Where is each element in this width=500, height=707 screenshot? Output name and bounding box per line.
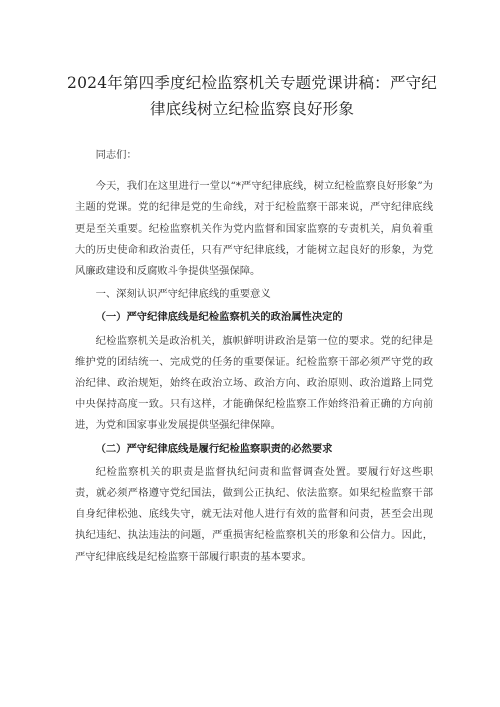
document-body	[75, 145, 433, 570]
subsection-1-paragraph: 纪检监察机关是政治机关，旗帜鲜明讲政治是第一位的要求。党的纪律是维护党的团结统一、完成党的任务的重要保证。纪检监察干部必须严守党的政治纪律、政治规矩，始终在政治立场、政治方向、政治原则、政治道路上同党中央保持高度一致。只有这样，才能确保纪检监察工作始终沿着正确的方向前进，为党和国家事业发展提供坚强纪律保障。	[75, 334, 433, 432]
document-title: 2024年第四季度纪检监察机关专题党课讲稿：严守纪律底线树立纪检监察良好形象	[67, 74, 437, 118]
subsection-2-paragraph: 纪检监察机关的职责是监督执纪问责和监督调查处置。要履行好这些职责，就必须严格遵守党纪国法，做到公正执纪、依法监察。如果纪检监察干部自身纪律松弛、底线失守，就无法对他人进行有效的监督和问责，甚至会出现执纪违纪、执法违法的问题，严重损害纪检监察机关的形象和公信力。因此，严守纪律底线是纪检监察干部履行职责的基本要求。	[75, 465, 433, 563]
subsection-heading-1: （一）严守纪律底线是纪检监察机关的政治属性决定的	[95, 311, 343, 324]
section-heading-1: 一、深刻认识严守纪律底线的重要意义	[95, 288, 271, 301]
salutation: 同志们：	[95, 149, 137, 161]
subsection-heading-2: （二）严守纪律底线是履行纪检监察职责的必然要求	[95, 442, 333, 455]
intro-paragraph: 今天，我们在这里进行一堂以“*严守纪律底线，树立纪检监察良好形象”为主题的党课。党的纪律是党的生命线，对于纪检监察干部来说，严守纪律底线更是至关重要。纪检监察机关作为党内监督和国家监察的专责机关，肩负着重大的历史使命和政治责任，只有严守纪律底线，才能树立起良好的形象，为党风廉政建设和反腐败斗争提供坚强保障。	[75, 180, 433, 278]
